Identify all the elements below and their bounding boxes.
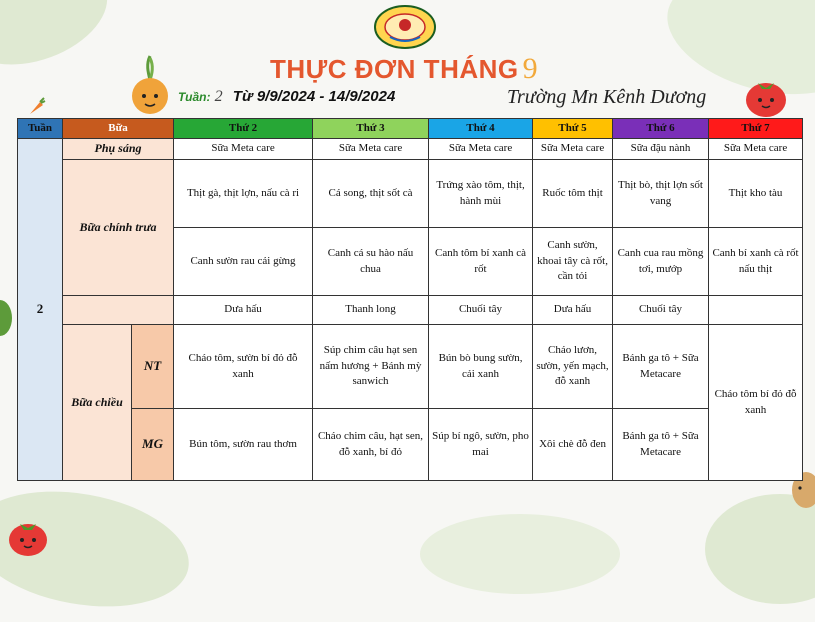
header-thu2: Thứ 2 xyxy=(174,119,313,139)
table-cell: Thanh long xyxy=(313,296,429,325)
table-cell: Sữa Meta care xyxy=(313,139,429,160)
table-cell: Bún tôm, sườn rau thơm xyxy=(174,409,313,481)
table-cell: Cháo tôm, sườn bí đỏ đỗ xanh xyxy=(174,325,313,409)
title-month: 9 xyxy=(522,52,539,85)
table-cell: Canh sườn rau cải gừng xyxy=(174,228,313,296)
table-row-phu-sang xyxy=(18,139,803,160)
table-cell: Canh cá su hào nấu chua xyxy=(313,228,429,296)
meal-label-phu-sang: Phụ sáng xyxy=(63,139,174,160)
leaf-decoration xyxy=(0,0,121,83)
carrot-icon xyxy=(26,96,46,116)
table-cell: Súp chim câu hạt sen nấm hương + Bánh mỳ sanwich xyxy=(313,325,429,409)
table-cell: Cháo lươn, sườn, yến mạch, đỗ xanh xyxy=(533,325,613,409)
table-cell: Chuối tây xyxy=(613,296,709,325)
header-thu7: Thứ 7 xyxy=(709,119,803,139)
week-label: Tuần: xyxy=(178,90,211,104)
header-thu6: Thứ 6 xyxy=(613,119,709,139)
table-cell: Bún bò bung sườn, cải xanh xyxy=(429,325,533,409)
group-label-nt: NT xyxy=(132,325,174,409)
table-cell: Canh sườn, khoai tây cà rốt, cần tỏi xyxy=(533,228,613,296)
menu-table xyxy=(17,118,803,481)
tomato-mascot-icon xyxy=(742,74,790,120)
header-bua: Bữa xyxy=(63,119,174,139)
broccoli-icon xyxy=(0,300,12,336)
table-cell: Sữa Meta care xyxy=(533,139,613,160)
table-cell xyxy=(709,296,803,325)
school-logo xyxy=(360,3,450,51)
table-cell: Thịt gà, thịt lợn, nấu cà ri xyxy=(174,160,313,228)
table-cell: Bánh ga tô + Sữa Metacare xyxy=(613,325,709,409)
table-cell: Thịt bò, thịt lợn sốt vang xyxy=(613,160,709,228)
leaf-decoration xyxy=(705,494,815,604)
table-cell: Ruốc tôm thịt xyxy=(533,160,613,228)
page-title: THỰC ĐƠN THÁNG 9 xyxy=(270,52,539,85)
meal-label-chinh-trua: Bữa chính trưa xyxy=(63,160,174,296)
table-cell: Sữa Meta care xyxy=(429,139,533,160)
table-cell: Thịt kho tàu xyxy=(709,160,803,228)
header-thu5: Thứ 5 xyxy=(533,119,613,139)
header-thu3: Thứ 3 xyxy=(313,119,429,139)
table-cell: Trứng xào tôm, thịt, hành mùi xyxy=(429,160,533,228)
date-range: Từ 9/9/2024 - 14/9/2024 xyxy=(232,88,396,105)
table-cell: Canh cua rau mồng tơi, mướp xyxy=(613,228,709,296)
group-label-mg: MG xyxy=(132,409,174,481)
table-cell: Dưa hấu xyxy=(174,296,313,325)
table-cell: Súp bí ngô, sườn, pho mai xyxy=(429,409,533,481)
table-cell: Cháo chim câu, hạt sen, đỗ xanh, bí đỏ xyxy=(313,409,429,481)
week-number: 2 xyxy=(214,88,223,105)
leaf-decoration xyxy=(420,514,620,594)
table-row-trang-mieng xyxy=(18,296,803,325)
table-cell: Xôi chè đỗ đen xyxy=(533,409,613,481)
table-cell: Bánh ga tô + Sữa Metacare xyxy=(613,409,709,481)
table-cell: Dưa hấu xyxy=(533,296,613,325)
table-row-nt xyxy=(18,325,803,409)
table-row-mg xyxy=(18,409,803,481)
header-tuan: Tuần xyxy=(18,119,63,139)
school-name: Trường Mn Kênh Dương xyxy=(507,86,707,108)
table-cell: Sữa đậu nành xyxy=(613,139,709,160)
week-number-cell: 2 xyxy=(18,139,63,481)
tomato-mascot-icon xyxy=(6,512,50,558)
week-info xyxy=(178,88,395,106)
table-cell: Chuối tây xyxy=(429,296,533,325)
meal-label-blank xyxy=(63,296,174,325)
meal-label-bua-chieu: Bữa chiều xyxy=(63,325,132,481)
table-cell: Sữa Meta care xyxy=(174,139,313,160)
table-cell: Sữa Meta care xyxy=(709,139,803,160)
table-cell: Canh bí xanh cà rốt nấu thịt xyxy=(709,228,803,296)
onion-mascot-icon xyxy=(126,54,172,120)
table-cell: Cháo tôm bí đỏ đỗ xanh xyxy=(709,325,803,481)
table-row-mon-man xyxy=(18,160,803,228)
header-thu4: Thứ 4 xyxy=(429,119,533,139)
table-cell: Canh tôm bí xanh cà rốt xyxy=(429,228,533,296)
table-header-row xyxy=(18,119,803,139)
table-cell: Cá song, thịt sốt cà xyxy=(313,160,429,228)
